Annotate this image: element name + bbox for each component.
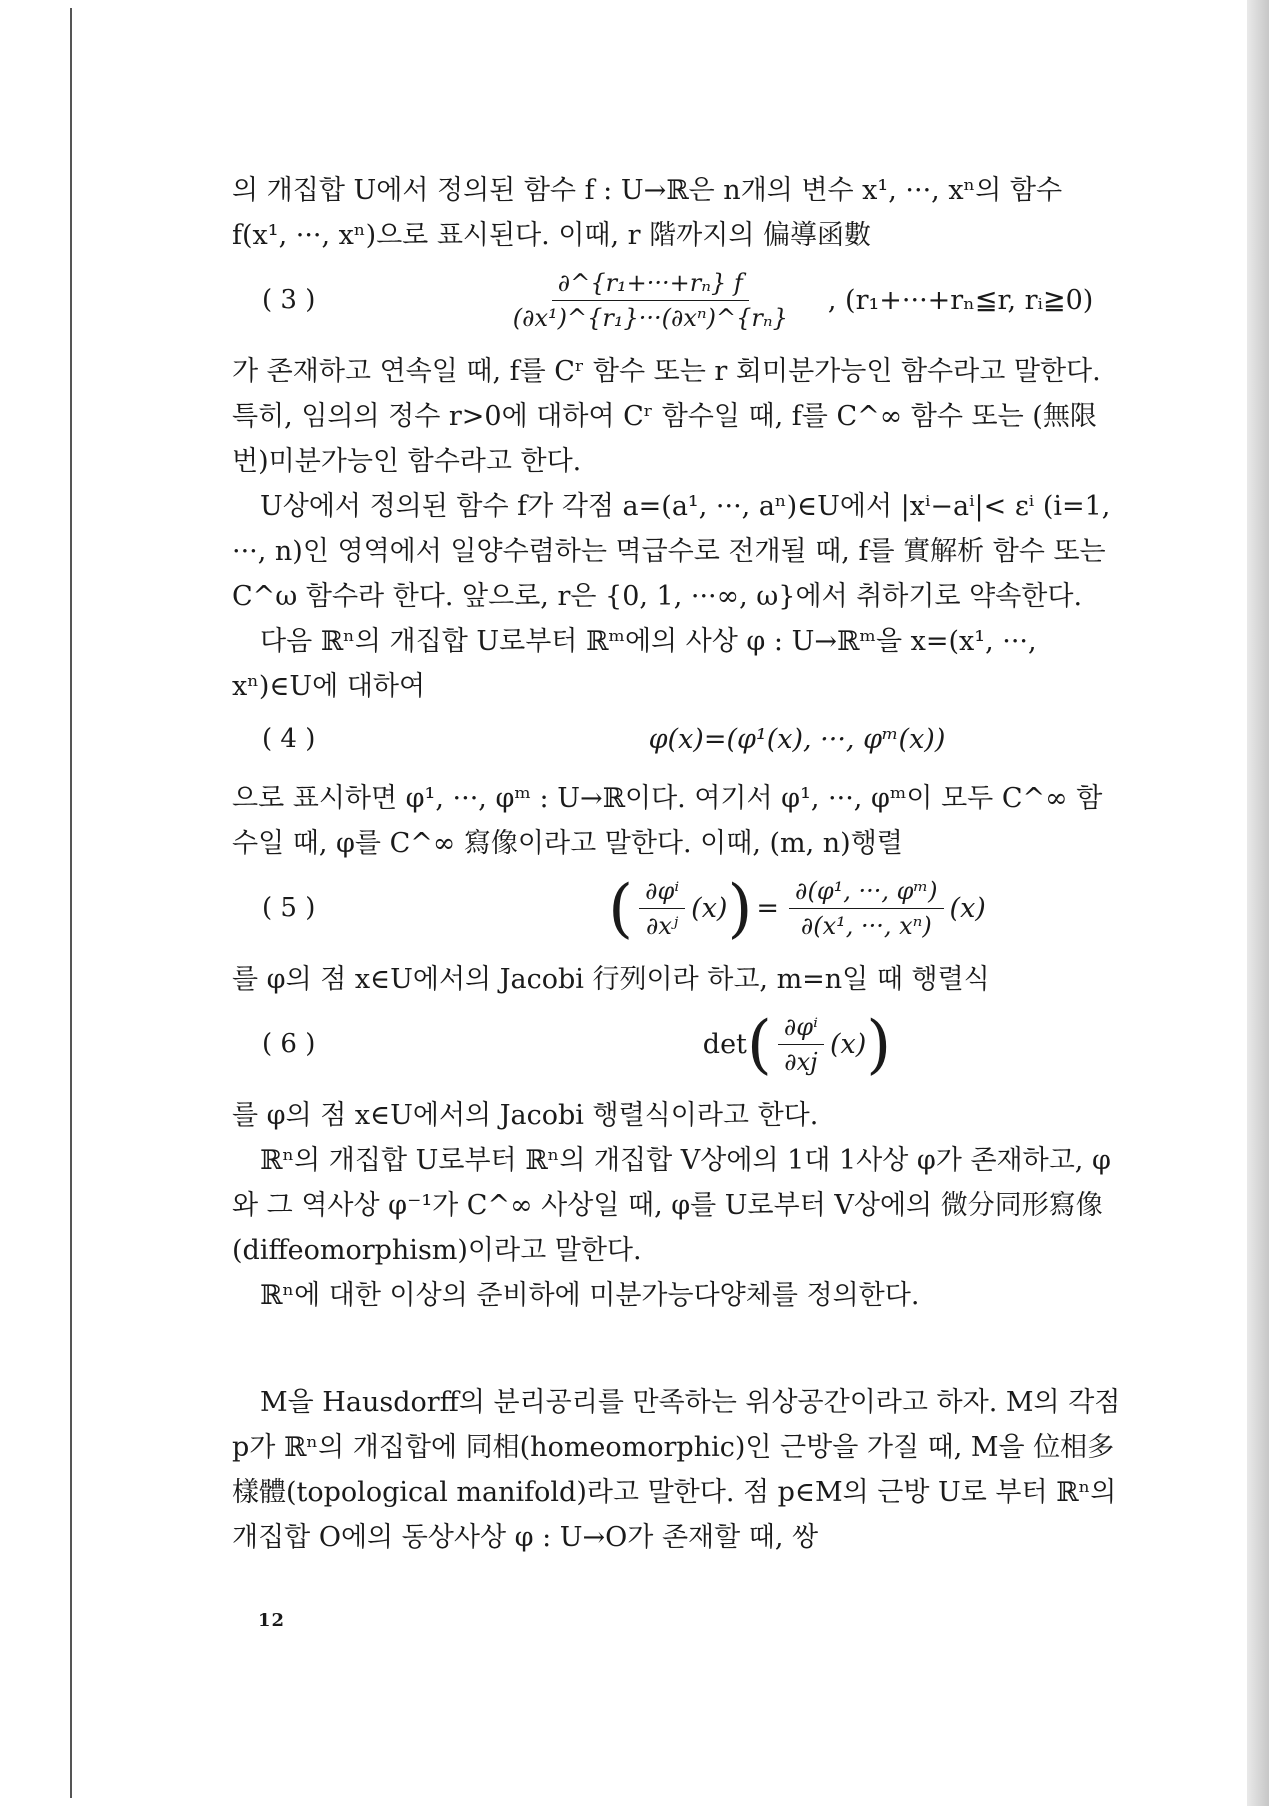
- right-paren: ): [866, 1007, 892, 1082]
- equation-3-condition: , (r₁+···+rₙ≦r, rᵢ≧0): [827, 285, 1094, 316]
- equation-6-number: ( 6 ): [262, 1029, 316, 1059]
- equation-5-number: ( 5 ): [262, 893, 316, 923]
- paragraph-9: ℝⁿ에 대한 이상의 준비하에 미분가능다양체를 정의한다.: [260, 1280, 920, 1311]
- equation-3: [232, 266, 1122, 335]
- right-paren: ): [727, 871, 753, 946]
- paragraph-4: 다음 ℝⁿ의 개집합 U로부터 ℝᵐ에의 사상 φ : U→ℝᵐ을 x=(x¹, ···, xⁿ)∈U에 대하여: [232, 626, 1037, 702]
- jacobian-numerator: ∂(φ¹, ···, φᵐ): [789, 874, 944, 909]
- jacobi-entry-numerator: ∂φⁱ: [639, 874, 685, 909]
- equals-sign: =: [756, 893, 780, 924]
- left-paren: (: [746, 1007, 772, 1082]
- page-edge: [1247, 0, 1269, 1806]
- section-gap: [232, 1318, 1122, 1380]
- determinant-numerator: ∂φⁱ: [778, 1010, 824, 1045]
- paragraph-7: 를 φ의 점 x∈U에서의 Jacobi 행렬식이라고 한다.: [232, 1100, 819, 1131]
- paragraph-10: M을 Hausdorff의 분리공리를 만족하는 위상공간이라고 하자. M의 각점 p가 ℝⁿ의 개집합에 同相(homeomorphic)인 근방을 가질 때, M을 位相多樣體(topological manifold)라고 말한다. 점 p∈M의 근방 U로 부터 ℝⁿ의 개집합 O에의 동상사상 φ : U→O가 존재할 때, 쌍: [232, 1387, 1121, 1553]
- paragraph-6: 를 φ의 점 x∈U에서의 Jacobi 行列이라 하고, m=n일 때 행렬식: [232, 964, 990, 995]
- jacobi-entry-arg: (x): [691, 893, 728, 924]
- paragraph-2: 가 존재하고 연속일 때, f를 Cʳ 함수 또는 r 회미분가능인 함수라고 말한다. 특히, 임의의 정수 r>0에 대하여 Cʳ 함수일 때, f를 C^∞ 함수 또는 (無限번)미분가능인 함수라고 한다.: [232, 356, 1101, 477]
- fraction-numerator: ∂^{r₁+···+rₙ} f: [552, 266, 749, 301]
- equation-6: [232, 1007, 1122, 1082]
- left-paren: (: [608, 871, 634, 946]
- fraction-denominator: (∂x¹)^{r₁}···(∂xⁿ)^{rₙ}: [512, 304, 788, 332]
- determinant-denominator: ∂xj: [784, 1048, 818, 1076]
- jacobi-entry-denominator: ∂xʲ: [645, 912, 679, 940]
- paragraph-1: 의 개집합 U에서 정의된 함수 f : U→ℝ은 n개의 변수 x¹, ···, xⁿ의 함수 f(x¹, ···, xⁿ)으로 표시된다. 이때, r 階까지의 偏導函數: [232, 175, 1063, 251]
- equation-4: [232, 717, 1122, 762]
- paragraph-5: 으로 표시하면 φ¹, ···, φᵐ : U→ℝ이다. 여기서 φ¹, ···, φᵐ이 모두 C^∞ 함수일 때, φ를 C^∞ 寫像이라고 말한다. 이때, (m, n)행렬: [232, 783, 1103, 859]
- determinant-fraction: [778, 1010, 824, 1079]
- jacobian-arg: (x): [949, 893, 986, 924]
- det-label: det: [702, 1029, 747, 1060]
- equation-5: [232, 871, 1122, 946]
- equation-3-number: ( 3 ): [262, 285, 316, 315]
- equation-4-number: ( 4 ): [262, 724, 316, 754]
- page-content: [232, 168, 1122, 1560]
- jacobian-fraction: [789, 874, 944, 943]
- jacobi-entry-fraction: [639, 874, 685, 943]
- paragraph-8: ℝⁿ의 개집합 U로부터 ℝⁿ의 개집합 V상에의 1대 1사상 φ가 존재하고, φ와 그 역사상 φ⁻¹가 C^∞ 사상일 때, φ를 U로부터 V상에의 微分同形寫像(diffeomorphism)이라고 말한다.: [232, 1145, 1111, 1266]
- equation-4-body: φ(x)=(φ¹(x), ···, φᵐ(x)): [648, 724, 946, 755]
- page-number: 12: [258, 1610, 286, 1631]
- determinant-arg: (x): [829, 1029, 867, 1060]
- paragraph-3: U상에서 정의된 함수 f가 각점 a=(a¹, ···, aⁿ)∈U에서 |xⁱ−aⁱ|< εⁱ (i=1, ···, n)인 영역에서 일양수렴하는 멱급수로 전개될 때, f를 實解析 함수 또는 C^ω 함수라 한다. 앞으로, r은 {0, 1, ···∞, ω}에서 취하기로 약속한다.: [232, 491, 1111, 612]
- partial-derivative-fraction: [507, 266, 794, 335]
- jacobian-denominator: ∂(x¹, ···, xⁿ): [800, 912, 932, 940]
